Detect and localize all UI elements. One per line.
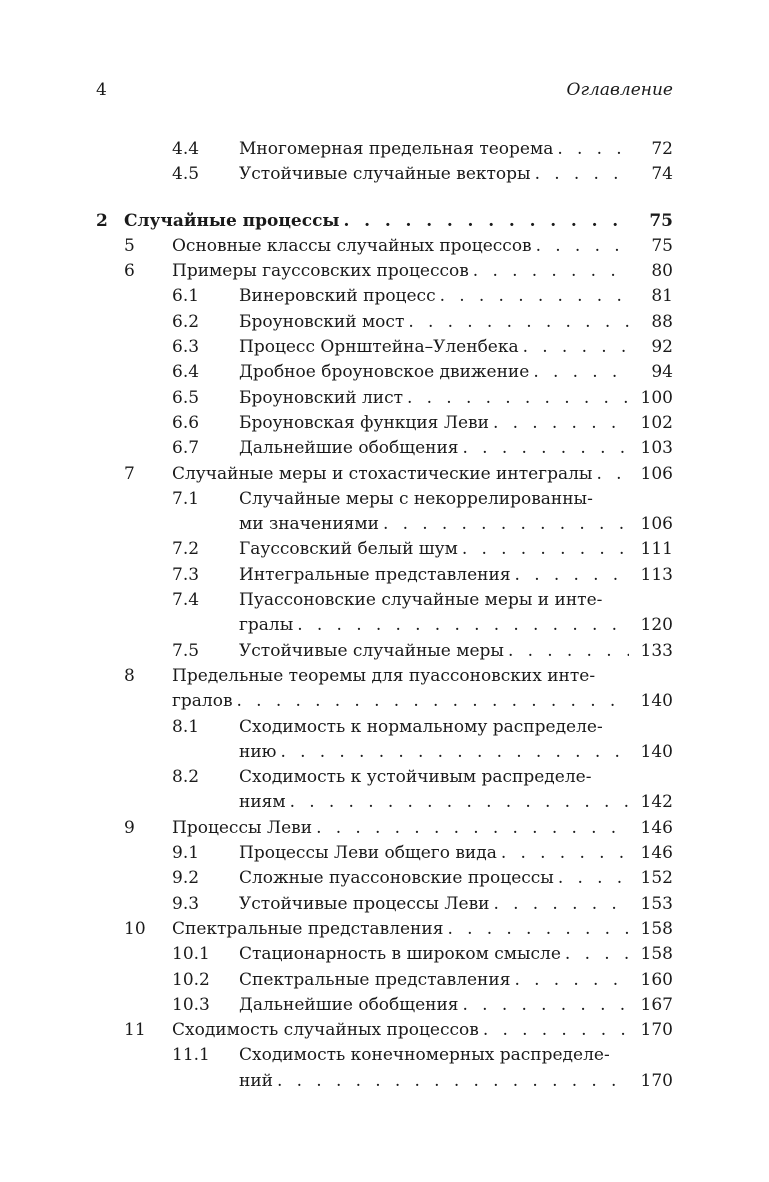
toc-entry[interactable] — [96, 765, 673, 790]
toc-entry-number: 6.6 — [172, 412, 200, 433]
toc-entry-title: Интегральные представления — [239, 564, 511, 585]
toc-leader-dots — [436, 284, 629, 309]
toc-entry-title: Броуновский лист — [239, 387, 404, 408]
toc-entry-title: Стационарность в широком смысле — [239, 944, 561, 965]
toc-entry-number: 6.2 — [172, 311, 200, 332]
toc-entry-number: 10.3 — [172, 994, 210, 1015]
toc-entry-page: 142 — [640, 792, 673, 813]
toc-entry-line — [239, 537, 673, 562]
toc-entry-page — [629, 715, 673, 740]
toc-entry[interactable] — [96, 740, 673, 765]
toc-entry-number: 10 — [124, 918, 146, 939]
toc-leader-dots — [554, 866, 629, 891]
toc-leader-dots — [511, 563, 629, 588]
toc-entry-page: 120 — [640, 615, 673, 636]
toc-entry-line — [172, 664, 673, 689]
toc-entry-page: 113 — [640, 564, 673, 585]
toc-entry-line — [239, 1069, 673, 1094]
toc-entry-title: Сходимость к устойчивым распределе- — [239, 767, 592, 788]
toc-leader-dots — [469, 259, 629, 284]
toc-entry-title: Дробное броуновское движение — [239, 362, 530, 383]
toc-entry-page: 94 — [651, 362, 673, 383]
toc-entry-line — [239, 765, 673, 790]
toc-entry-number: 9 — [124, 817, 135, 838]
toc-entry[interactable] — [96, 537, 673, 562]
toc-entry-page: 140 — [640, 741, 673, 762]
toc-entry-page: 111 — [640, 539, 673, 560]
toc-entry[interactable] — [96, 790, 673, 815]
toc-leader-dots — [459, 436, 629, 461]
toc-entry[interactable] — [96, 715, 673, 740]
toc-entry[interactable] — [96, 816, 673, 841]
toc-entry[interactable] — [96, 259, 673, 284]
toc-entry[interactable] — [96, 1018, 673, 1043]
toc-leader-dots — [379, 512, 629, 537]
toc-leader-dots — [531, 162, 629, 187]
toc-entry-number: 8 — [124, 665, 135, 686]
toc-entry[interactable] — [96, 664, 673, 689]
toc-entry[interactable] — [96, 563, 673, 588]
toc-entry-page — [629, 664, 673, 689]
toc-entry[interactable] — [96, 310, 673, 335]
toc-leader-dots — [489, 892, 629, 917]
toc-entry-number: 6.3 — [172, 337, 200, 358]
toc-leader-dots — [504, 639, 629, 664]
toc-entry-page: 75 — [651, 235, 673, 256]
toc-entry-title: Процессы Леви — [172, 817, 313, 838]
toc-entry[interactable] — [96, 588, 673, 613]
toc-entry-title: Многомерная предельная теорема — [239, 139, 554, 159]
toc-entry-page: 146 — [640, 843, 673, 864]
toc-entry-page: 103 — [640, 438, 673, 459]
toc-leader-dots — [293, 613, 629, 638]
toc-entry-page: 170 — [640, 1020, 673, 1041]
toc-entry-title: Процесс Орнштейна–Уленбека — [239, 337, 519, 358]
toc-entry-title: Сложные пуассоновские процессы — [239, 868, 554, 889]
toc-entry[interactable] — [96, 993, 673, 1018]
toc-entry-line — [239, 841, 673, 866]
toc-entry-number: 10.1 — [172, 944, 210, 965]
toc-entry-line — [239, 968, 673, 993]
toc-entry[interactable] — [96, 360, 673, 385]
toc-entry-page: 88 — [651, 311, 673, 332]
toc-entry[interactable] — [96, 942, 673, 967]
toc-entry-title: Спектральные представления — [239, 969, 511, 990]
toc-entry[interactable] — [96, 841, 673, 866]
toc-entry-title: Сходимость случайных процессов — [172, 1020, 479, 1041]
toc-entry-title: Основные классы случайных процессов — [172, 235, 532, 256]
toc-entry-line — [239, 411, 673, 436]
toc-entry-title: Процессы Леви общего вида — [239, 843, 497, 864]
toc-entry-title: Броуновский мост — [239, 311, 405, 332]
toc-entry-page: 140 — [640, 691, 673, 712]
toc-entry-line — [172, 917, 673, 942]
toc-entry-page: 81 — [651, 286, 673, 307]
toc-entry-number: 8.2 — [172, 767, 200, 788]
toc-entry-number: 7.2 — [172, 539, 200, 560]
toc-entry-title: Устойчивые случайные меры — [239, 640, 504, 661]
toc-entry-line — [172, 234, 673, 259]
running-title: Оглавление — [566, 80, 673, 100]
toc-entry-page: 106 — [640, 463, 673, 484]
toc-entry-number: 6.1 — [172, 286, 200, 307]
toc-leader-dots — [532, 234, 629, 259]
toc-entry[interactable] — [96, 613, 673, 638]
toc-entry-page: 158 — [640, 918, 673, 939]
toc-leader-dots — [510, 968, 629, 993]
toc-leader-dots — [276, 740, 629, 765]
toc-entry[interactable] — [96, 209, 673, 234]
toc-entry-line — [239, 1043, 673, 1068]
toc-entry-line — [239, 162, 673, 187]
toc-entry-number: 9.2 — [172, 868, 200, 889]
toc-entry-title: ниям — [239, 792, 286, 813]
toc-entry-number: 7.3 — [172, 564, 200, 585]
toc-entry-line — [239, 386, 673, 411]
toc-leader-dots — [339, 209, 629, 234]
toc-entry[interactable] — [96, 162, 673, 187]
toc-entry-title: ми значениями — [239, 514, 379, 535]
toc-entry-line — [172, 1018, 673, 1043]
toc-entry-title: Спектральные представления — [172, 918, 444, 939]
toc-entry-number: 9.3 — [172, 893, 200, 914]
toc-entry-title: Дальнейшие обобщения — [239, 994, 459, 1015]
toc-entry-page: 167 — [640, 994, 673, 1015]
toc-entry-line — [239, 335, 673, 360]
toc-entry-line — [239, 740, 673, 765]
toc-entry-number: 7 — [124, 463, 135, 484]
toc-entry-page — [629, 765, 673, 790]
toc-entry-page: 75 — [649, 210, 673, 231]
toc-entry-page: 92 — [651, 337, 673, 358]
toc-entry-line — [239, 310, 673, 335]
toc-entry[interactable] — [96, 487, 673, 512]
toc-entry[interactable] — [96, 1043, 673, 1068]
toc-entry-line — [239, 866, 673, 891]
toc-leader-dots — [458, 537, 629, 562]
toc-entry-page: 158 — [640, 944, 673, 965]
toc-entry-page: 153 — [640, 893, 673, 914]
toc-entry-line — [124, 209, 673, 234]
toc-entry[interactable] — [96, 892, 673, 917]
toc-entry[interactable] — [96, 462, 673, 487]
toc-entry-page: 170 — [640, 1070, 673, 1091]
toc-leader-dots — [312, 816, 629, 841]
toc-entry-number: 4.4 — [172, 139, 200, 159]
toc-leader-dots — [233, 689, 629, 714]
toc-entry-title: Дальнейшие обобщения — [239, 438, 459, 459]
toc-entry-page — [629, 588, 673, 613]
toc-entry[interactable] — [96, 689, 673, 714]
toc-entry-page — [629, 1043, 673, 1068]
toc-entry-title: Винеровский процесс — [239, 286, 436, 307]
page-number: 4 — [96, 80, 107, 100]
toc-entry-page: 102 — [640, 412, 673, 433]
toc-entry-number: 11.1 — [172, 1045, 210, 1066]
toc-entry-line — [239, 892, 673, 917]
toc-entry-line — [172, 462, 673, 487]
toc-entry-line — [239, 284, 673, 309]
toc-leader-dots — [553, 137, 629, 162]
toc-entry-number: 6 — [124, 261, 135, 282]
toc-entry-page: 146 — [640, 817, 673, 838]
toc-entry-title: Пуассоновские случайные меры и инте- — [239, 590, 603, 611]
toc-entry[interactable] — [96, 411, 673, 436]
table-of-contents — [96, 137, 673, 1094]
toc-leader-dots — [403, 386, 629, 411]
toc-entry-line — [239, 715, 673, 740]
toc-leader-dots — [273, 1069, 629, 1094]
toc-entry-title: гралов — [172, 691, 233, 712]
toc-entry-number: 6.7 — [172, 438, 200, 459]
toc-leader-dots — [529, 360, 629, 385]
toc-entry-title: Случайные меры с некоррелированны- — [239, 488, 593, 509]
toc-leader-dots — [459, 993, 629, 1018]
toc-entry[interactable] — [96, 386, 673, 411]
toc-entry[interactable] — [96, 137, 673, 162]
toc-entry-line — [239, 512, 673, 537]
toc-entry[interactable] — [96, 234, 673, 259]
toc-entry-page: 72 — [651, 139, 673, 159]
toc-leader-dots — [479, 1018, 629, 1043]
toc-entry-page: 133 — [640, 640, 673, 661]
toc-leader-dots — [489, 411, 629, 436]
toc-entry-title: нию — [239, 741, 277, 762]
toc-entry-number: 6.4 — [172, 362, 200, 383]
toc-leader-dots — [561, 942, 629, 967]
toc-leader-dots — [443, 917, 629, 942]
toc-entry-page: 160 — [640, 969, 673, 990]
toc-entry-title: Случайные процессы — [124, 210, 340, 231]
toc-entry-number: 5 — [124, 235, 135, 256]
toc-entry-line — [239, 563, 673, 588]
toc-entry-line — [239, 790, 673, 815]
toc-entry-title: Устойчивые случайные векторы — [239, 164, 531, 185]
toc-entry-line — [172, 816, 673, 841]
toc-entry[interactable] — [96, 866, 673, 891]
toc-entry-line — [239, 487, 673, 512]
toc-entry-line — [239, 436, 673, 461]
toc-entry-page: 152 — [640, 868, 673, 889]
toc-entry-number: 11 — [124, 1020, 146, 1041]
toc-entry-number: 8.1 — [172, 716, 200, 737]
toc-entry-page: 80 — [651, 261, 673, 282]
toc-entry-title: Гауссовский белый шум — [239, 539, 458, 560]
toc-entry-title: Броуновская функция Леви — [239, 412, 489, 433]
toc-leader-dots — [404, 310, 629, 335]
toc-entry-number: 6.5 — [172, 387, 200, 408]
toc-entry-number: 4.5 — [172, 164, 200, 185]
toc-entry[interactable] — [96, 436, 673, 461]
toc-entry[interactable] — [96, 968, 673, 993]
toc-entry-number: 10.2 — [172, 969, 210, 990]
toc-entry-line — [239, 360, 673, 385]
toc-entry-number: 2 — [96, 210, 108, 231]
toc-entry[interactable] — [96, 335, 673, 360]
toc-entry-title: Случайные меры и стохастические интегралы — [172, 463, 593, 484]
toc-leader-dots — [519, 335, 629, 360]
toc-entry-title: Сходимость к нормальному распределе- — [239, 716, 603, 737]
toc-entry-page — [629, 487, 673, 512]
running-head — [96, 78, 673, 102]
toc-entry[interactable] — [96, 284, 673, 309]
toc-entry-line — [172, 689, 673, 714]
toc-leader-dots — [592, 462, 629, 487]
toc-entry-page: 100 — [640, 387, 673, 408]
toc-leader-dots — [286, 790, 629, 815]
toc-entry-number: 7.1 — [172, 488, 200, 509]
toc-entry[interactable] — [96, 917, 673, 942]
toc-entry-title: гралы — [239, 615, 294, 636]
toc-entry[interactable] — [96, 1069, 673, 1094]
toc-entry[interactable] — [96, 512, 673, 537]
toc-entry-line — [239, 993, 673, 1018]
toc-entry-line — [239, 137, 673, 162]
toc-entry-number: 7.4 — [172, 590, 200, 611]
toc-entry-number: 7.5 — [172, 640, 200, 661]
toc-entry-title: ний — [239, 1070, 273, 1091]
toc-entry-title: Примеры гауссовских процессов — [172, 261, 469, 282]
toc-entry-line — [239, 639, 673, 664]
toc-leader-dots — [497, 841, 629, 866]
toc-entry-title: Устойчивые процессы Леви — [239, 893, 490, 914]
toc-entry-page: 74 — [651, 164, 673, 185]
toc-entry[interactable] — [96, 639, 673, 664]
toc-entry-line — [172, 259, 673, 284]
toc-entry-page: 106 — [640, 514, 673, 535]
toc-entry-title: Предельные теоремы для пуассоновских инте- — [172, 665, 596, 686]
toc-entry-line — [239, 613, 673, 638]
toc-entry-number: 9.1 — [172, 843, 200, 864]
toc-entry-title: Сходимость конечномерных распределе- — [239, 1045, 610, 1066]
toc-entry-line — [239, 942, 673, 967]
toc-entry-line — [239, 588, 673, 613]
